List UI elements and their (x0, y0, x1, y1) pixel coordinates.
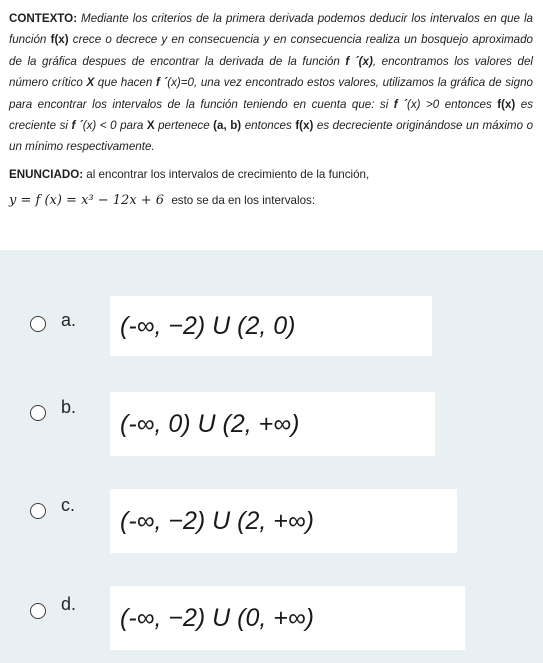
radio-a[interactable] (30, 316, 46, 332)
answer-text: (-∞, 0) U (2, +∞) (110, 392, 435, 456)
function-ref: f(x) (50, 33, 69, 47)
derivative-ref: f ´ (393, 97, 407, 111)
formula-suffix: esto se da en los intervalos: (171, 193, 316, 207)
context-text: (x)=0, una vez encontrado estos valores, utilizamos la gráfica de signo para encontrar los intervalos de la función teniendo en cuenta que: si (9, 76, 533, 111)
function-ref: f(x) (497, 97, 516, 111)
option-b[interactable] (30, 397, 510, 462)
context-text: entonces (241, 119, 296, 133)
context-text: , encontramos los valores del número crítico (9, 54, 533, 90)
interval-ref: (a, b) (213, 119, 242, 133)
derivative-ref: f ´ (155, 76, 168, 90)
formula-line (9, 190, 533, 211)
function-formula: y = f (x) = x³ − 12x + 6 (9, 192, 165, 208)
context-text: (x) < 0 para (82, 119, 147, 133)
option-d[interactable] (30, 594, 510, 663)
function-ref: f(x) (295, 119, 314, 133)
context-text: es creciente si (9, 97, 533, 133)
option-c[interactable] (30, 495, 510, 563)
context-text: que hacen (94, 76, 156, 90)
option-letter: d. (61, 594, 77, 614)
statement-text: al encontrar los intervalos de crecimiento de la función, (83, 167, 370, 181)
context-text: (x) >0 entonces (407, 97, 498, 111)
radio-b[interactable] (30, 405, 46, 421)
question-card (0, 0, 543, 250)
context-label: CONTEXTO: (9, 12, 78, 25)
variable-ref: X (86, 76, 95, 90)
context-text: crece o decrece y en consecuencia y en consecuencia realiza un bosquejo aproximado de la gráfica despues de encontrar la derivada de la función (9, 33, 533, 68)
option-letter: a. (61, 310, 77, 330)
statement-label: ENUNCIADO: (9, 167, 84, 181)
radio-c[interactable] (30, 503, 46, 519)
option-a[interactable] (30, 296, 510, 356)
answer-text: (-∞, −2) U (2, +∞) (110, 489, 457, 553)
derivative-ref: f ´(x) (345, 54, 373, 68)
option-letter: c. (61, 495, 76, 515)
context-paragraph (9, 8, 533, 158)
context-text: pertenece (154, 119, 214, 133)
context-text: es decreciente originándose un máximo o un mínimo respectivamente. (9, 119, 534, 154)
option-letter: b. (61, 397, 77, 417)
answer-text: (-∞, −2) U (0, +∞) (110, 586, 465, 650)
variable-ref: X (146, 119, 155, 133)
derivative-ref: f ´ (71, 119, 83, 133)
radio-d[interactable] (30, 603, 46, 619)
context-text: Mediante los criterios de la primera derivada podemos deducir los intervalos en que la función (9, 12, 533, 47)
statement-paragraph (9, 164, 533, 185)
answer-text: (-∞, −2) U (2, 0) (110, 296, 432, 356)
